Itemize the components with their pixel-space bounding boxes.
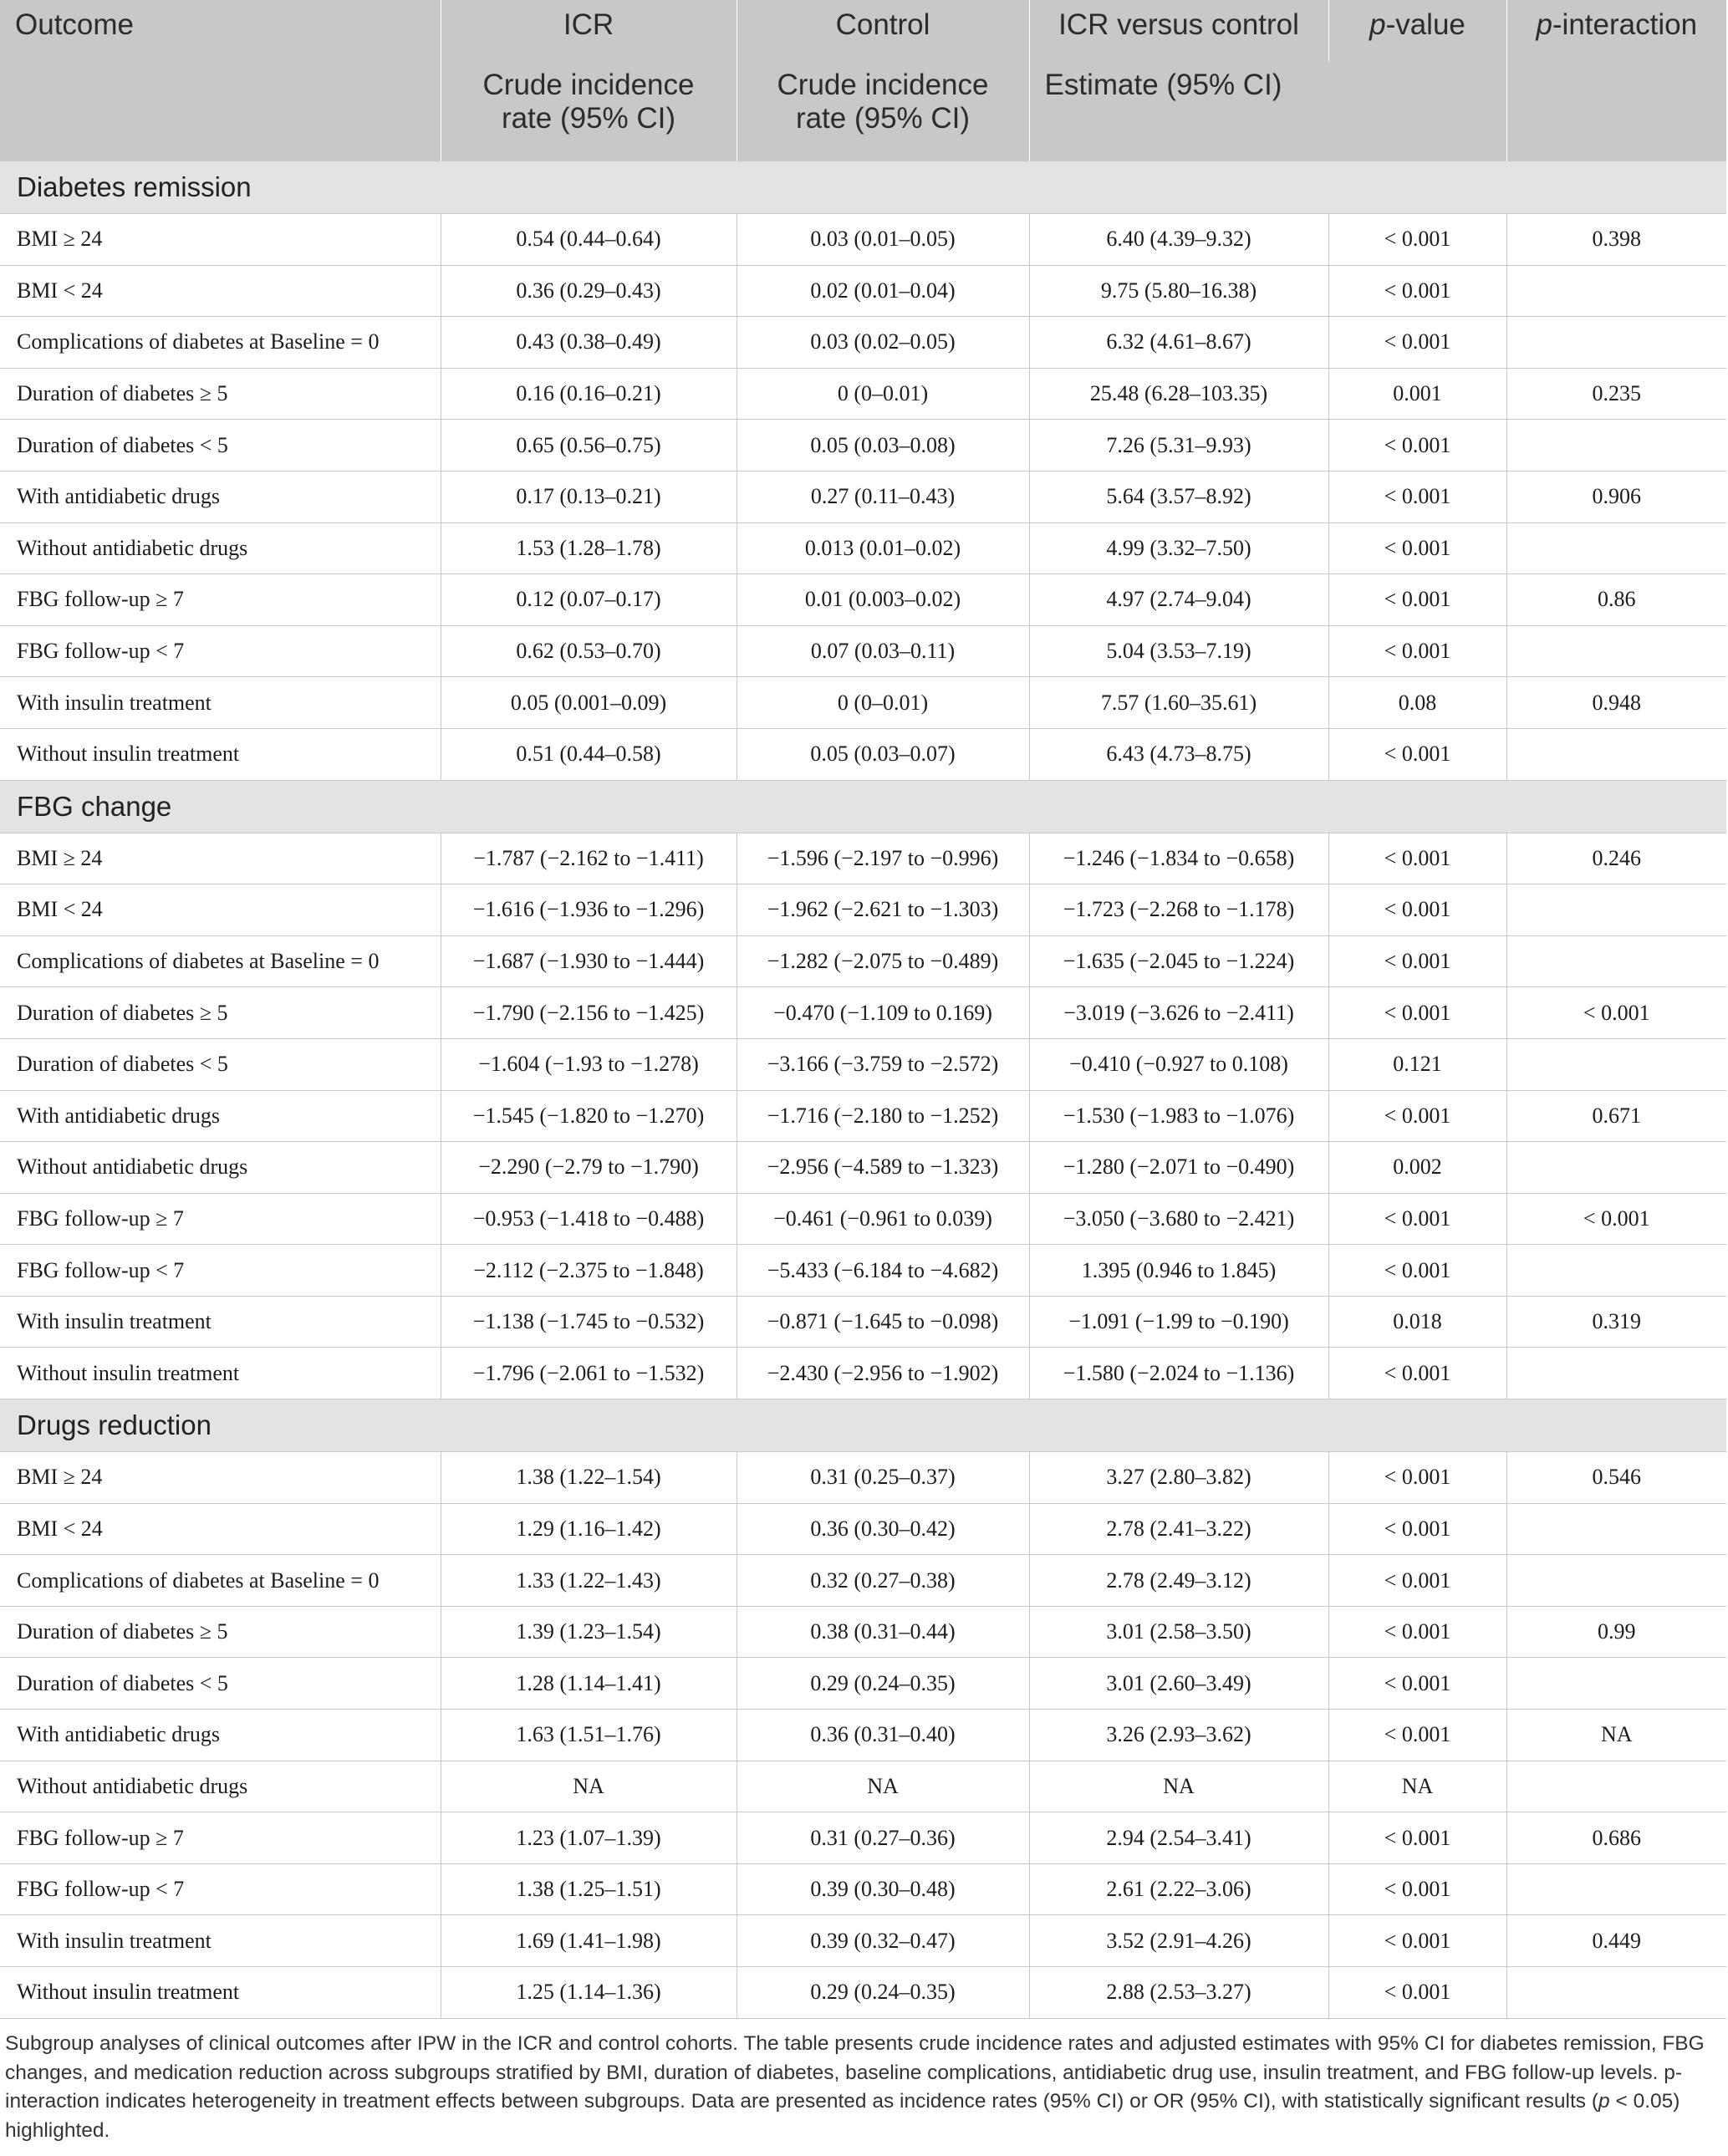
table-row [0,728,1726,780]
cell-icr: −1.545 (−1.820 to −1.270) [441,1090,737,1142]
cell-subgroup: Without insulin treatment [0,1348,441,1399]
cell-icr: 0.51 (0.44–0.58) [441,728,737,780]
cell-control: NA [737,1761,1029,1812]
cell-estimate: 6.43 (4.73–8.75) [1029,728,1328,780]
cell-control: −1.962 (−2.621 to −1.303) [737,884,1029,936]
cell-p-interaction [1506,420,1726,471]
table-row [0,420,1726,471]
cell-estimate: −1.091 (−1.99 to −0.190) [1029,1296,1328,1348]
table-row [0,935,1726,987]
cell-estimate: −1.530 (−1.983 to −1.076) [1029,1090,1328,1142]
cell-p-value: < 0.001 [1328,522,1506,574]
cell-p-value: < 0.001 [1328,265,1506,317]
cell-p-value: 0.018 [1328,1296,1506,1348]
cell-p-value: < 0.001 [1328,214,1506,266]
header-estimate-sub: Estimate (95% CI) [1044,69,1282,101]
cell-control: 0.38 (0.31–0.44) [737,1606,1029,1658]
cell-p-interaction [1506,728,1726,780]
cell-control: −2.430 (−2.956 to −1.902) [737,1348,1029,1399]
cell-p-value: < 0.001 [1328,471,1506,522]
cell-icr: 1.29 (1.16–1.42) [441,1503,737,1555]
table-header [0,0,1726,161]
cell-control: −0.470 (−1.109 to 0.169) [737,987,1029,1039]
cell-estimate: −1.280 (−2.071 to −0.490) [1029,1142,1328,1194]
cell-subgroup: Complications of diabetes at Baseline = 0 [0,935,441,987]
cell-p-value: < 0.001 [1328,574,1506,626]
cell-control: 0.39 (0.30–0.48) [737,1863,1029,1915]
cell-p-value: < 0.001 [1328,935,1506,987]
table-row [0,1038,1726,1090]
cell-control: −1.282 (−2.075 to −0.489) [737,935,1029,987]
cell-subgroup: FBG follow-up < 7 [0,1863,441,1915]
cell-p-value: < 0.001 [1328,1863,1506,1915]
cell-control: −2.956 (−4.589 to −1.323) [737,1142,1029,1194]
cell-control: 0.02 (0.01–0.04) [737,265,1029,317]
section-header-row [0,780,1726,833]
cell-icr: −1.796 (−2.061 to −1.532) [441,1348,737,1399]
cell-p-interaction [1506,522,1726,574]
cell-control: −3.166 (−3.759 to −2.572) [737,1038,1029,1090]
cell-subgroup: BMI < 24 [0,884,441,936]
cell-icr: 0.62 (0.53–0.70) [441,625,737,677]
cell-estimate: NA [1029,1761,1328,1812]
cell-subgroup: FBG follow-up ≥ 7 [0,1193,441,1245]
cell-p-interaction: 0.235 [1506,368,1726,420]
cell-icr: −1.604 (−1.93 to −1.278) [441,1038,737,1090]
cell-p-interaction: 0.86 [1506,574,1726,626]
cell-p-value: 0.121 [1328,1038,1506,1090]
table-row [0,1710,1726,1761]
header-p-interaction [1506,0,1726,161]
cell-control: −5.433 (−6.184 to −4.682) [737,1245,1029,1297]
cell-p-value: 0.002 [1328,1142,1506,1194]
footnote-tail: < 0.05) highlighted. [5,2090,1680,2142]
cell-icr: 0.12 (0.07–0.17) [441,574,737,626]
header-icr-vs-control: ICR versus control [1029,0,1328,62]
cell-estimate: −1.580 (−2.024 to −1.136) [1029,1348,1328,1399]
cell-subgroup: With antidiabetic drugs [0,1090,441,1142]
table-row [0,1761,1726,1812]
table-row [0,987,1726,1039]
cell-icr: −1.790 (−2.156 to −1.425) [441,987,737,1039]
cell-subgroup: Without insulin treatment [0,728,441,780]
table-row [0,1812,1726,1864]
cell-subgroup: Duration of diabetes ≥ 5 [0,368,441,420]
cell-p-value: NA [1328,1761,1506,1812]
cell-icr: 0.43 (0.38–0.49) [441,317,737,369]
table-row [0,625,1726,677]
cell-p-interaction [1506,317,1726,369]
cell-estimate: 2.88 (2.53–3.27) [1029,1967,1328,2019]
cell-icr: 0.65 (0.56–0.75) [441,420,737,471]
cell-icr: −1.616 (−1.936 to −1.296) [441,884,737,936]
cell-estimate: 7.26 (5.31–9.93) [1029,420,1328,471]
cell-estimate: 6.40 (4.39–9.32) [1029,214,1328,266]
cell-subgroup: FBG follow-up ≥ 7 [0,574,441,626]
section-header-row [0,1399,1726,1452]
cell-p-value: < 0.001 [1328,1967,1506,2019]
table-row [0,1193,1726,1245]
table-row [0,1915,1726,1967]
cell-subgroup: BMI < 24 [0,265,441,317]
cell-estimate: −0.410 (−0.927 to 0.108) [1029,1038,1328,1090]
cell-icr: 1.39 (1.23–1.54) [441,1606,737,1658]
cell-p-interaction: 0.948 [1506,677,1726,729]
cell-p-interaction [1506,1038,1726,1090]
cell-p-interaction: 0.99 [1506,1606,1726,1658]
cell-p-interaction: 0.686 [1506,1812,1726,1864]
table-row [0,1142,1726,1194]
cell-icr: 0.54 (0.44–0.64) [441,214,737,266]
cell-control: 0.05 (0.03–0.07) [737,728,1029,780]
table-row [0,1658,1726,1710]
cell-subgroup: FBG follow-up ≥ 7 [0,1812,441,1864]
cell-icr: 0.36 (0.29–0.43) [441,265,737,317]
cell-estimate: 6.32 (4.61–8.67) [1029,317,1328,369]
cell-p-interaction: < 0.001 [1506,987,1726,1039]
cell-subgroup: Without insulin treatment [0,1967,441,2019]
cell-p-interaction [1506,625,1726,677]
cell-control: 0.29 (0.24–0.35) [737,1967,1029,2019]
cell-estimate: −1.246 (−1.834 to −0.658) [1029,833,1328,884]
cell-subgroup: With insulin treatment [0,1296,441,1348]
cell-control: 0.03 (0.01–0.05) [737,214,1029,266]
cell-icr: 0.17 (0.13–0.21) [441,471,737,522]
table-row [0,1555,1726,1607]
section-header-row [0,161,1726,214]
cell-p-value: < 0.001 [1328,1812,1506,1864]
cell-estimate: 4.99 (3.32–7.50) [1029,522,1328,574]
cell-p-interaction: 0.906 [1506,471,1726,522]
section-title: FBG change [0,780,1726,833]
cell-icr: 1.38 (1.22–1.54) [441,1452,737,1504]
table-row [0,1606,1726,1658]
cell-control: 0.013 (0.01–0.02) [737,522,1029,574]
table-row [0,1863,1726,1915]
cell-estimate: 2.94 (2.54–3.41) [1029,1812,1328,1864]
cell-p-value: < 0.001 [1328,1245,1506,1297]
table-row [0,833,1726,884]
cell-p-interaction [1506,884,1726,936]
cell-p-interaction [1506,1245,1726,1297]
header-outcome: Outcome [0,0,441,161]
cell-icr: 1.33 (1.22–1.43) [441,1555,737,1607]
section-title: Drugs reduction [0,1399,1726,1452]
table-row [0,1090,1726,1142]
cell-p-value: < 0.001 [1328,1193,1506,1245]
cell-p-value: < 0.001 [1328,987,1506,1039]
header-p-value [1328,0,1506,161]
cell-control: 0.36 (0.30–0.42) [737,1503,1029,1555]
cell-subgroup: FBG follow-up < 7 [0,625,441,677]
cell-control: 0.31 (0.25–0.37) [737,1452,1029,1504]
cell-control: 0 (0–0.01) [737,368,1029,420]
cell-p-value: < 0.001 [1328,1348,1506,1399]
cell-subgroup: BMI ≥ 24 [0,214,441,266]
cell-estimate: −3.050 (−3.680 to −2.421) [1029,1193,1328,1245]
footnote-main: Subgroup analyses of clinical outcomes after IPW in the ICR and control cohorts. The table presents crude incidence rates and adjusted estimates with 95% CI for diabetes remission, FBG changes, and medication reduction across subgroups stratified by BMI, duration of diabetes, baseline complications, antidiabetic drug use, insulin treatment, and FBG follow-up levels. p-interaction indicates heterogeneity in treatment effects between subgroups. Data are presented as incidence rates (95% CI) or OR (95% CI), with statistically significant results ( [5,2032,1705,2113]
cell-estimate: −1.723 (−2.268 to −1.178) [1029,884,1328,936]
cell-estimate: 2.78 (2.49–3.12) [1029,1555,1328,1607]
cell-estimate: −3.019 (−3.626 to −2.411) [1029,987,1328,1039]
header-icr: ICR [441,0,737,62]
cell-icr: −2.290 (−2.79 to −1.790) [441,1142,737,1194]
cell-icr: 0.05 (0.001–0.09) [441,677,737,729]
cell-control: −1.596 (−2.197 to −0.996) [737,833,1029,884]
cell-subgroup: Without antidiabetic drugs [0,522,441,574]
cell-icr: NA [441,1761,737,1812]
cell-p-interaction [1506,1348,1726,1399]
cell-p-interaction: NA [1506,1710,1726,1761]
table-body [0,161,1726,2019]
table-row [0,884,1726,936]
cell-p-interaction [1506,1863,1726,1915]
cell-subgroup: Without antidiabetic drugs [0,1142,441,1194]
cell-p-interaction: 0.449 [1506,1915,1726,1967]
cell-p-value: < 0.001 [1328,317,1506,369]
cell-subgroup: FBG follow-up < 7 [0,1245,441,1297]
table-footnote [0,2030,1710,2145]
table-row [0,1503,1726,1555]
table-row [0,1296,1726,1348]
cell-p-value: < 0.001 [1328,1606,1506,1658]
cell-p-value: < 0.001 [1328,884,1506,936]
cell-subgroup: Duration of diabetes ≥ 5 [0,987,441,1039]
cell-estimate: 3.26 (2.93–3.62) [1029,1710,1328,1761]
cell-p-interaction: 0.398 [1506,214,1726,266]
footnote-p-italic: p [1598,2090,1610,2113]
cell-p-value: < 0.001 [1328,1658,1506,1710]
cell-p-interaction [1506,265,1726,317]
cell-icr: 0.16 (0.16–0.21) [441,368,737,420]
cell-subgroup: With antidiabetic drugs [0,471,441,522]
cell-p-interaction [1506,1967,1726,2019]
cell-p-value: 0.08 [1328,677,1506,729]
header-control-sub: Crude incidence rate (95% CI) [737,62,1029,161]
cell-estimate: 3.52 (2.91–4.26) [1029,1915,1328,1967]
cell-control: 0.31 (0.27–0.36) [737,1812,1029,1864]
cell-icr: 1.28 (1.14–1.41) [441,1658,737,1710]
cell-icr: 1.63 (1.51–1.76) [441,1710,737,1761]
table-row [0,677,1726,729]
cell-p-interaction [1506,1555,1726,1607]
cell-control: 0.36 (0.31–0.40) [737,1710,1029,1761]
cell-estimate: 5.64 (3.57–8.92) [1029,471,1328,522]
cell-p-interaction [1506,1503,1726,1555]
cell-icr: −1.687 (−1.930 to −1.444) [441,935,737,987]
cell-subgroup: Complications of diabetes at Baseline = 0 [0,317,441,369]
header-p-interaction-rest: -interaction [1552,8,1698,41]
cell-estimate: 7.57 (1.60–35.61) [1029,677,1328,729]
cell-control: 0.27 (0.11–0.43) [737,471,1029,522]
header-p-interaction-italic: p [1536,8,1552,41]
cell-p-value: < 0.001 [1328,728,1506,780]
table-row [0,265,1726,317]
cell-subgroup: Complications of diabetes at Baseline = 0 [0,1555,441,1607]
cell-p-value: < 0.001 [1328,1710,1506,1761]
cell-control: −0.461 (−0.961 to 0.039) [737,1193,1029,1245]
cell-subgroup: Duration of diabetes < 5 [0,420,441,471]
cell-icr: 1.69 (1.41–1.98) [441,1915,737,1967]
cell-icr: −1.138 (−1.745 to −0.532) [441,1296,737,1348]
header-control: Control [737,0,1029,62]
header-p-value-italic: p [1369,8,1386,41]
cell-p-interaction: 0.319 [1506,1296,1726,1348]
cell-estimate: 3.01 (2.60–3.49) [1029,1658,1328,1710]
table-row [0,574,1726,626]
table-row [0,1245,1726,1297]
header-icr-sub: Crude incidence rate (95% CI) [441,62,737,161]
cell-p-interaction [1506,1761,1726,1812]
table-row [0,368,1726,420]
cell-p-interaction [1506,1142,1726,1194]
cell-p-value: < 0.001 [1328,420,1506,471]
cell-p-value: 0.001 [1328,368,1506,420]
cell-p-value: < 0.001 [1328,1915,1506,1967]
cell-estimate: −1.635 (−2.045 to −1.224) [1029,935,1328,987]
cell-control: 0.32 (0.27–0.38) [737,1555,1029,1607]
table-row [0,522,1726,574]
cell-subgroup: BMI ≥ 24 [0,1452,441,1504]
cell-p-value: < 0.001 [1328,1503,1506,1555]
cell-estimate: 9.75 (5.80–16.38) [1029,265,1328,317]
table-row [0,1452,1726,1504]
cell-icr: −2.112 (−2.375 to −1.848) [441,1245,737,1297]
cell-control: 0.05 (0.03–0.08) [737,420,1029,471]
cell-icr: 1.23 (1.07–1.39) [441,1812,737,1864]
header-p-value-rest: -value [1385,8,1465,41]
cell-p-interaction: 0.671 [1506,1090,1726,1142]
cell-subgroup: With antidiabetic drugs [0,1710,441,1761]
table-row [0,214,1726,266]
cell-estimate: 4.97 (2.74–9.04) [1029,574,1328,626]
cell-control: −1.716 (−2.180 to −1.252) [737,1090,1029,1142]
cell-estimate: 3.01 (2.58–3.50) [1029,1606,1328,1658]
cell-estimate: 2.61 (2.22–3.06) [1029,1863,1328,1915]
table-row [0,317,1726,369]
cell-p-interaction: 0.546 [1506,1452,1726,1504]
cell-subgroup: Duration of diabetes ≥ 5 [0,1606,441,1658]
cell-subgroup: BMI < 24 [0,1503,441,1555]
cell-estimate: 5.04 (3.53–7.19) [1029,625,1328,677]
cell-estimate: 1.395 (0.946 to 1.845) [1029,1245,1328,1297]
cell-control: 0.03 (0.02–0.05) [737,317,1029,369]
table-row [0,471,1726,522]
cell-control: 0 (0–0.01) [737,677,1029,729]
cell-icr: 1.53 (1.28–1.78) [441,522,737,574]
cell-subgroup: With insulin treatment [0,677,441,729]
cell-p-value: < 0.001 [1328,625,1506,677]
cell-control: 0.07 (0.03–0.11) [737,625,1029,677]
cell-control: −0.871 (−1.645 to −0.098) [737,1296,1029,1348]
cell-p-interaction [1506,1658,1726,1710]
table-row [0,1967,1726,2019]
cell-p-value: < 0.001 [1328,833,1506,884]
cell-estimate: 2.78 (2.41–3.22) [1029,1503,1328,1555]
cell-p-value: < 0.001 [1328,1555,1506,1607]
cell-control: 0.01 (0.003–0.02) [737,574,1029,626]
cell-subgroup: With insulin treatment [0,1915,441,1967]
cell-p-interaction [1506,935,1726,987]
cell-subgroup: Duration of diabetes < 5 [0,1038,441,1090]
cell-icr: −0.953 (−1.418 to −0.488) [441,1193,737,1245]
cell-icr: −1.787 (−2.162 to −1.411) [441,833,737,884]
cell-control: 0.29 (0.24–0.35) [737,1658,1029,1710]
table-row [0,1348,1726,1399]
cell-p-interaction: 0.246 [1506,833,1726,884]
cell-icr: 1.25 (1.14–1.36) [441,1967,737,2019]
cell-icr: 1.38 (1.25–1.51) [441,1863,737,1915]
cell-p-value: < 0.001 [1328,1090,1506,1142]
section-title: Diabetes remission [0,161,1726,214]
cell-estimate: 25.48 (6.28–103.35) [1029,368,1328,420]
cell-subgroup: Without antidiabetic drugs [0,1761,441,1812]
cell-p-interaction: < 0.001 [1506,1193,1726,1245]
cell-subgroup: Duration of diabetes < 5 [0,1658,441,1710]
cell-estimate: 3.27 (2.80–3.82) [1029,1452,1328,1504]
cell-subgroup: BMI ≥ 24 [0,833,441,884]
cell-control: 0.39 (0.32–0.47) [737,1915,1029,1967]
cell-p-value: < 0.001 [1328,1452,1506,1504]
